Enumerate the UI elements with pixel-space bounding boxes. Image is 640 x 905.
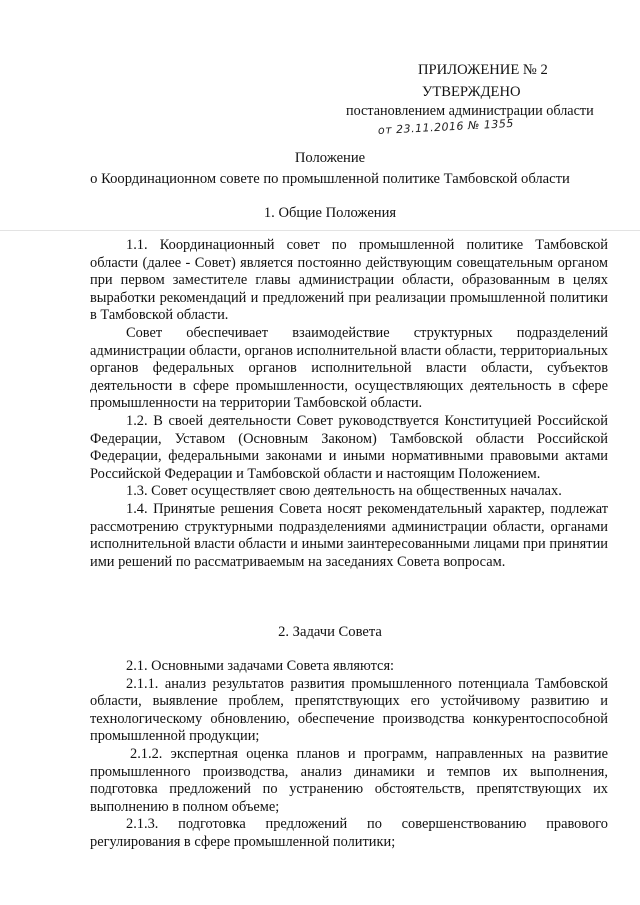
- paragraph-2-1-2: 2.1.2. экспертная оценка планов и программ, направленных на развитие промышленного производства, анализ динамики и темпов их выполнения, подготовка предложений по устранению обстоятельств, препятствующих их выполнению в полном объеме;: [90, 745, 608, 815]
- paragraph-1-4: 1.4. Принятые решения Совета носят рекомендательный характер, подлежат рассмотрению структурными подразделениями администрации области, органами исполнительной власти области и иными заинтересованными лицами при принятии ими решений по рассматриваемым на заседаниях Совета вопросам.: [90, 500, 608, 570]
- scan-fold-line: [0, 230, 640, 231]
- paragraph-1-1-b: Совет обеспечивает взаимодействие структурных подразделений администрации области, органов исполнительной власти области, территориальных органов федеральных органов исполнительной власти области, субъектов деятельности в сфере промышленности, осуществляющих деятельность в сфере промышленности на территории Тамбовской области.: [90, 324, 608, 412]
- handwritten-date-number: от 23.11.2016 № 1355: [377, 116, 515, 138]
- approved-label: УТВЕРЖДЕНО: [422, 84, 521, 100]
- paragraph-1-3: 1.3. Совет осуществляет свою деятельность на общественных началах.: [126, 483, 562, 500]
- section-1-body: [90, 237, 608, 571]
- appendix-number: ПРИЛОЖЕНИЕ № 2: [418, 62, 548, 78]
- paragraph-2-1: 2.1. Основными задачами Совета являются:: [126, 658, 395, 674]
- section-2-body: [90, 658, 608, 852]
- paragraph-2-1-1: 2.1.1. анализ результатов развития промышленного потенциала Тамбовской области, выявление проблем, препятствующих его устойчивому развитию и технологическому обновлению, обеспечение производства конкурентоспособной промышленной продукции;: [90, 675, 608, 745]
- section-2-heading: 2. Задачи Совета: [278, 624, 382, 640]
- title-line-1: Положение: [294, 150, 366, 166]
- paragraph-1-2: 1.2. В своей деятельности Совет руководствуется Конституцией Российской Федерации, Уставом (Основным Законом) Тамбовской области Российской Федерации, федеральными законами и иными нормативными правовыми актами Российской Федерации и Тамбовской области и настоящим Положением.: [90, 412, 608, 482]
- section-1-heading: 1. Общие Положения: [263, 205, 397, 221]
- approved-by: постановлением администрации области: [346, 103, 594, 119]
- document-title: [40, 148, 620, 190]
- paragraph-1-1: 1.1. Координационный совет по промышленной политике Тамбовской области (далее - Совет) является постоянно действующим совещательным органом при первом заместителе главы администрации области, образованным в целях выработки рекомендаций и предложений при реализации промышленной политики в Тамбовской области.: [90, 237, 608, 324]
- title-line-2: о Координационном совете по промышленной политике Тамбовской области: [90, 171, 570, 187]
- paragraph-2-1-3: 2.1.3. подготовка предложений по совершенствованию правового регулирования в сфере промышленной политики;: [90, 816, 608, 850]
